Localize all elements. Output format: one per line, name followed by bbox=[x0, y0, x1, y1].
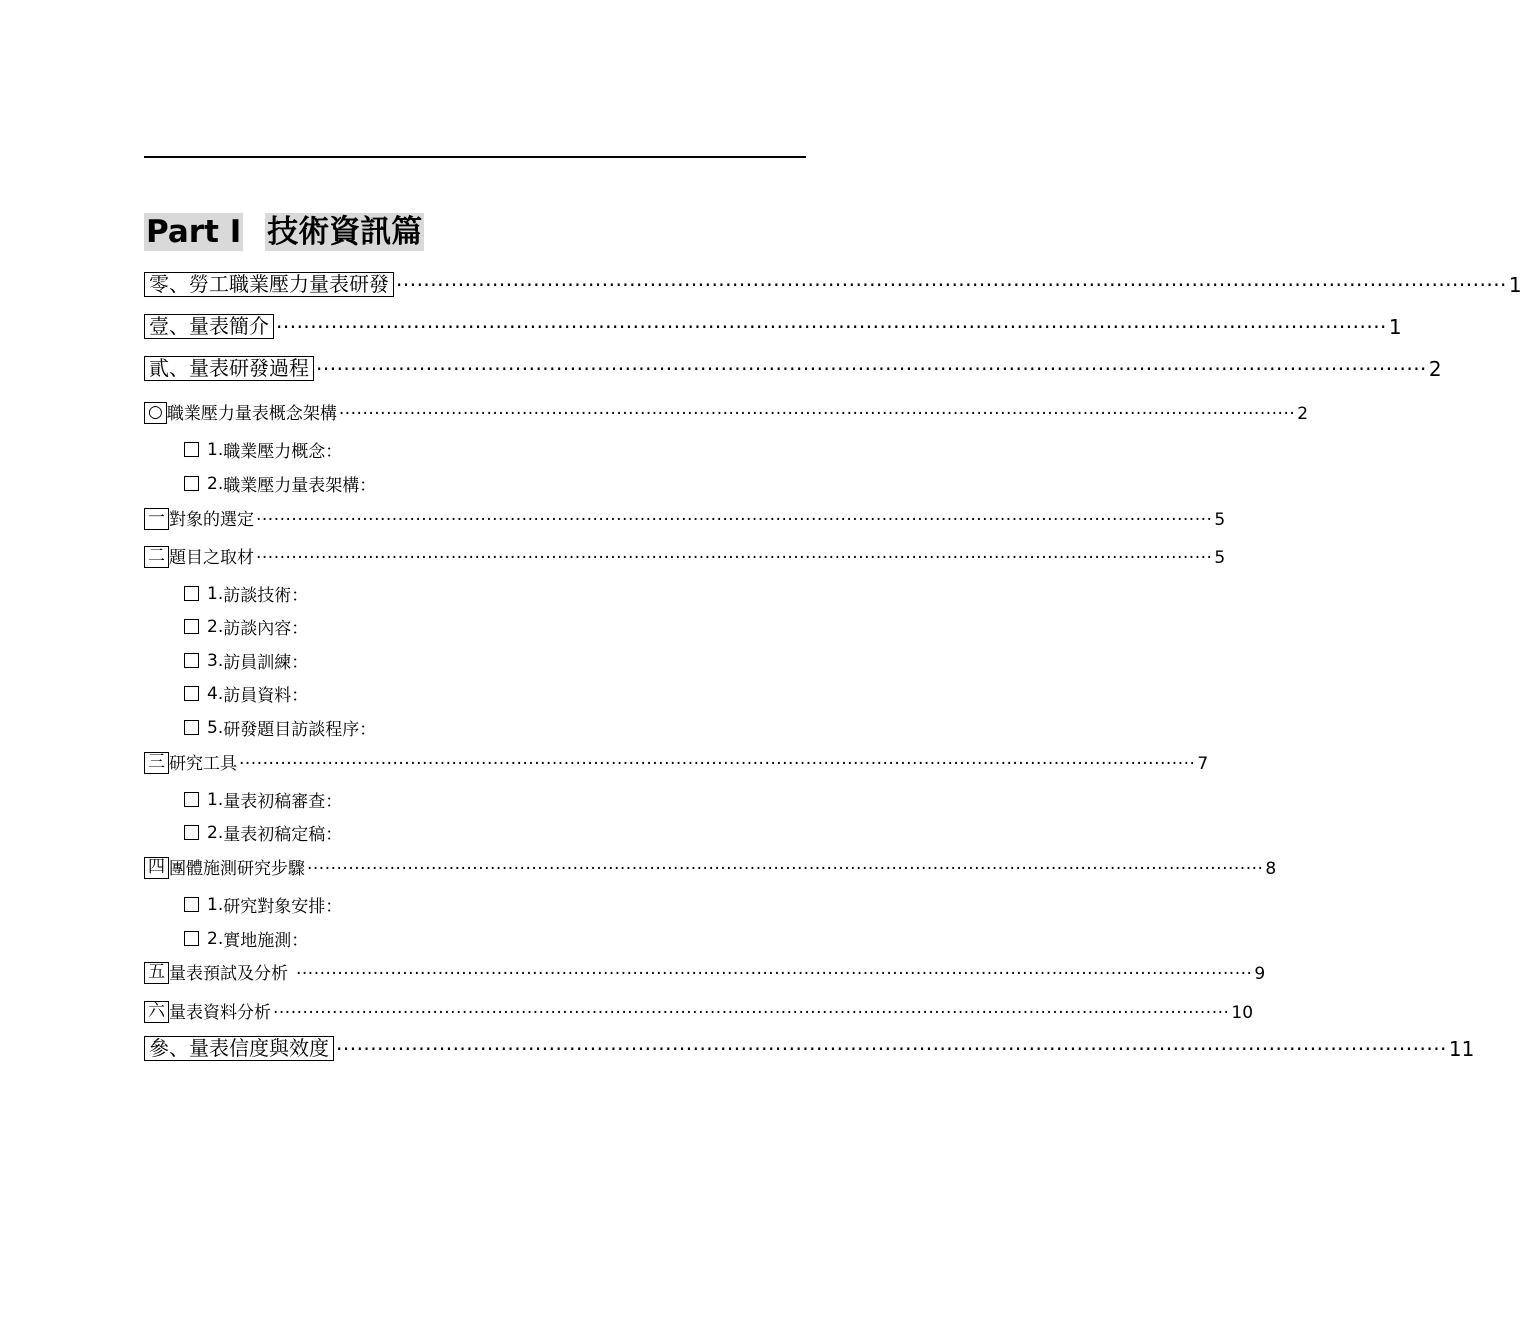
dot-leader: ·································································································································································· bbox=[296, 964, 1253, 984]
toc-entry-three[interactable] bbox=[144, 1036, 1475, 1061]
toc-entry-marker: 六 bbox=[144, 1001, 169, 1023]
toc-entry-sec5[interactable] bbox=[144, 959, 1266, 984]
toc-subitem[interactable]: 3. 訪員訓練： bbox=[184, 648, 308, 673]
toc-entry-label: 對象的選定 bbox=[169, 510, 254, 530]
toc-entry-zero[interactable] bbox=[144, 272, 1522, 297]
toc-subitem[interactable]: 5. 研發題目訪談程序： bbox=[184, 715, 376, 740]
toc-subitem[interactable]: 2. 訪談內容： bbox=[184, 614, 308, 639]
toc-entry-marker: ○ bbox=[144, 402, 167, 424]
toc-subitem[interactable]: 1. 量表初稿審查： bbox=[184, 787, 342, 812]
dot-leader: ·································································································································································· bbox=[316, 357, 1427, 381]
toc-entry-label: 參、量表信度與效度 bbox=[144, 1036, 334, 1061]
toc-entry-sec6[interactable] bbox=[144, 998, 1254, 1023]
part-heading bbox=[144, 213, 424, 251]
part-title: 技術資訊篇 bbox=[267, 214, 423, 250]
toc-entry-one[interactable] bbox=[144, 314, 1402, 339]
toc-entry-marker: 四 bbox=[144, 857, 169, 879]
toc-entry-label: 零、勞工職業壓力量表研發 bbox=[144, 272, 394, 297]
page-number: 7 bbox=[1197, 754, 1209, 774]
toc-entry-marker: 二 bbox=[144, 546, 169, 568]
top-rule bbox=[144, 156, 806, 158]
checkbox-icon bbox=[184, 720, 199, 735]
toc-entry-label: 研究工具 bbox=[169, 754, 237, 774]
toc-subitem[interactable]: 4. 訪員資料： bbox=[184, 681, 308, 706]
dot-leader: ·································································································································································· bbox=[239, 754, 1196, 774]
toc-entry-label: 量表資料分析 bbox=[169, 1003, 271, 1023]
toc-subitem[interactable]: 2. 職業壓力量表架構： bbox=[184, 471, 376, 496]
dot-leader: ·································································································································································· bbox=[396, 273, 1507, 297]
page-number: 1 bbox=[1508, 273, 1522, 297]
toc-entry-label: 量表預試及分析 bbox=[169, 964, 288, 984]
page-number: 2 bbox=[1428, 357, 1442, 381]
dot-leader: ·································································································································································· bbox=[256, 548, 1213, 568]
toc-entry-label: 團體施測研究步驟 bbox=[169, 859, 305, 879]
checkbox-icon bbox=[184, 686, 199, 701]
toc-entry-marker: 三 bbox=[144, 752, 169, 774]
checkbox-icon bbox=[184, 931, 199, 946]
toc-entry-two[interactable] bbox=[144, 356, 1442, 381]
toc-entry-sec2[interactable] bbox=[144, 543, 1226, 568]
toc-entry-sec4[interactable] bbox=[144, 854, 1277, 879]
page-number: 1 bbox=[1388, 315, 1402, 339]
checkbox-icon bbox=[184, 825, 199, 840]
toc-entry-circle[interactable] bbox=[144, 399, 1309, 424]
toc-entry-sec3[interactable] bbox=[144, 749, 1209, 774]
toc-entry-marker: 五 bbox=[144, 962, 169, 984]
page-number: 11 bbox=[1448, 1037, 1475, 1061]
toc-entry-label: 職業壓力量表概念架構 bbox=[166, 404, 337, 424]
toc-subitem[interactable]: 2. 量表初稿定稿： bbox=[184, 820, 342, 845]
checkbox-icon bbox=[184, 586, 199, 601]
toc-subitem[interactable]: 1. 研究對象安排： bbox=[184, 892, 342, 917]
toc-entry-marker: 一 bbox=[144, 508, 169, 530]
checkbox-icon bbox=[184, 442, 199, 457]
dot-leader: ·································································································································································· bbox=[256, 510, 1213, 530]
toc-entry-label: 壹、量表簡介 bbox=[144, 314, 274, 339]
page-number: 5 bbox=[1214, 548, 1226, 568]
dot-leader: ·································································································································································· bbox=[276, 315, 1387, 339]
part-number: Part I bbox=[146, 214, 242, 250]
toc-subitem[interactable]: 1. 職業壓力概念： bbox=[184, 437, 342, 462]
page-number: 5 bbox=[1214, 510, 1226, 530]
toc-subitem[interactable]: 1. 訪談技術： bbox=[184, 581, 308, 606]
toc-subitem[interactable]: 2. 實地施測： bbox=[184, 926, 308, 951]
toc-entry-label: 題目之取材 bbox=[169, 548, 254, 568]
page-number: 8 bbox=[1265, 859, 1277, 879]
checkbox-icon bbox=[184, 653, 199, 668]
checkbox-icon bbox=[184, 792, 199, 807]
checkbox-icon bbox=[184, 897, 199, 912]
page-number: 10 bbox=[1231, 1003, 1254, 1023]
page-number: 9 bbox=[1254, 964, 1266, 984]
checkbox-icon bbox=[184, 619, 199, 634]
dot-leader: ·································································································································································· bbox=[336, 1037, 1447, 1061]
checkbox-icon bbox=[184, 476, 199, 491]
page-number: 2 bbox=[1297, 404, 1309, 424]
dot-leader: ·································································································································································· bbox=[338, 404, 1296, 424]
dot-leader: ·································································································································································· bbox=[307, 859, 1264, 879]
toc-entry-label: 貳、量表研發過程 bbox=[144, 356, 314, 381]
dot-leader: ·································································································································································· bbox=[273, 1003, 1230, 1023]
toc-entry-sec1[interactable] bbox=[144, 505, 1226, 530]
